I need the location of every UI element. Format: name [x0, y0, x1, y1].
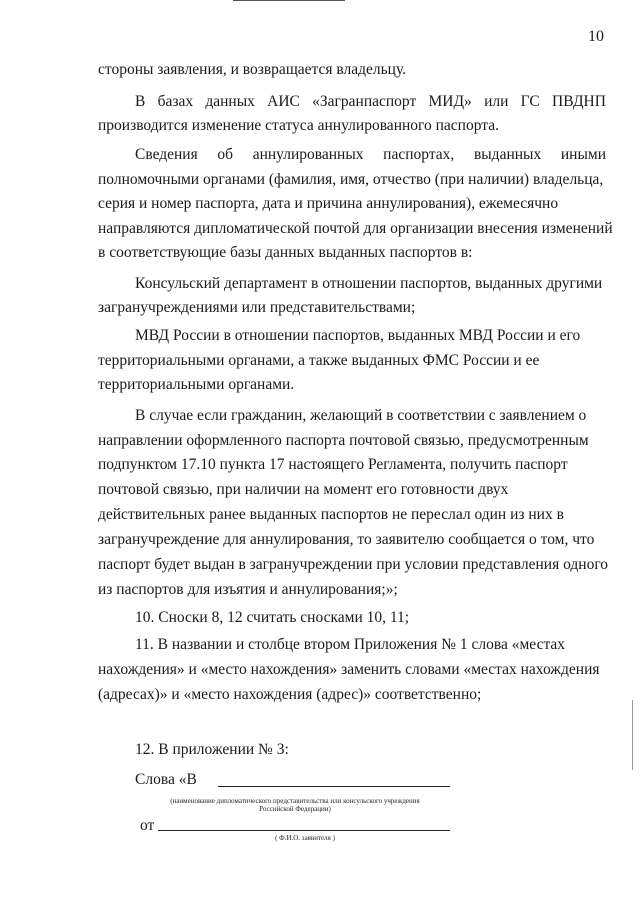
word: ПВДНП [552, 93, 606, 110]
text-line: из паспортов для изъятия и аннулирования;»; [98, 581, 398, 598]
text-line [135, 94, 606, 110]
text-line: в соответствующие базы данных выданных паспортов в: [98, 244, 473, 261]
word: или [484, 93, 509, 110]
text-line: действительных ранее выданных паспортов не переслал один из них в [98, 506, 564, 523]
text-line: загранучреждение для аннулирования, то заявителю сообщается о том, что [98, 531, 595, 548]
institution-caption: (наименование дипломатического представительства или консульского учреждения Российской Федерации) [170, 797, 420, 814]
word: данных [205, 93, 255, 110]
text-line: направляются дипломатической почтой для организации внесения изменений [98, 220, 613, 237]
text-line: В случае если гражданин, желающий в соответствии с заявлением о [135, 407, 587, 424]
text-line: почтовой связью, при наличии на момент его готовности двух [98, 481, 509, 498]
word: «Загранпаспорт [312, 93, 417, 110]
applicant-fill-line [158, 830, 450, 831]
text-line: производится изменение статуса аннулированного паспорта. [98, 117, 499, 134]
text-line: загранучреждениями или представительствами; [98, 299, 416, 316]
word: Сведения [135, 146, 198, 163]
text-line: подпунктом 17.10 пункта 17 настоящего Регламента, получить паспорт [98, 456, 568, 473]
institution-fill-line [218, 786, 450, 787]
word: АИС [267, 93, 300, 110]
text-line: стороны заявления, и возвращается владельцу. [98, 61, 407, 78]
text-line [135, 147, 606, 163]
word: В [135, 93, 146, 110]
text-line: МВД России в отношении паспортов, выданных МВД России и его [135, 327, 581, 344]
word: паспортах, [383, 146, 455, 163]
word: об [217, 146, 234, 163]
text-line: серия и номер паспорта, дата и причина аннулирования), ежемесячно [98, 195, 559, 212]
word: аннулированных [252, 146, 364, 163]
word: МИД» [428, 93, 472, 110]
text-line: 10. Сноски 8, 12 считать сносками 10, 11; [135, 609, 410, 626]
word: иными [560, 146, 606, 163]
text-line: Консульский департамент в отношении паспортов, выданных другими [135, 275, 603, 292]
word: базах [157, 93, 194, 110]
from-label: от [140, 817, 155, 834]
text-line: территориальными органами. [98, 376, 295, 393]
text-line: направлении оформленного паспорта почтовой связью, предусмотренным [98, 432, 589, 449]
word: ГС [520, 93, 540, 110]
text-line: 12. В приложении № 3: [135, 741, 289, 758]
page-number: 10 [588, 28, 604, 45]
text-line: (адресах)» и «место нахождения (адрес)» соответственно; [98, 686, 482, 703]
applicant-caption: ( Ф.И.О. заявителя ) [275, 834, 335, 842]
text-line: полномочными органами (фамилия, имя, отчество (при наличии) владельца, [98, 171, 604, 188]
scan-edge-mark [632, 700, 633, 770]
text-line: нахождения» и «место нахождения» заменить словами «местах нахождения [98, 661, 600, 678]
word: выданных [473, 146, 542, 163]
words-label: Слова «В [135, 771, 197, 788]
top-rule [233, 0, 345, 1]
text-line: территориальными органами, а также выданных ФМС России и ее [98, 352, 540, 369]
text-line: паспорт будет выдан в загранучреждении при условии представления одного [98, 556, 609, 573]
text-line: 11. В названии и столбце втором Приложения № 1 слова «местах [135, 636, 566, 653]
